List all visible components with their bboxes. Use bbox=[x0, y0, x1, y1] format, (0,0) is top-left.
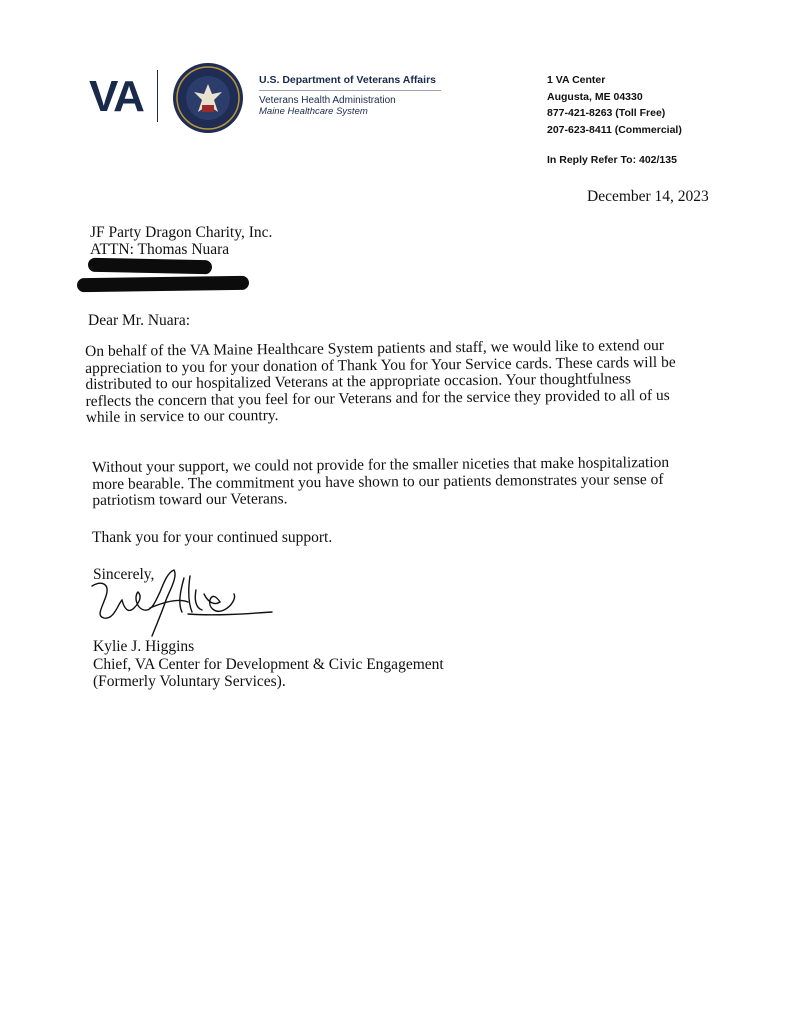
redacted-address-line bbox=[77, 276, 249, 292]
letterhead bbox=[0, 0, 797, 200]
paragraph-3: Thank you for your continued support. bbox=[92, 529, 333, 546]
recipient-line: ATTN: Thomas Nuara bbox=[90, 241, 230, 258]
paragraph-line: distributed to our hospitalized Veterans at the appropriate occasion. Your thoughtfulness bbox=[85, 370, 632, 393]
paragraph-1 bbox=[85, 338, 676, 427]
salutation: Dear Mr. Nuara: bbox=[88, 312, 190, 329]
address-line: Augusta, ME 04330 bbox=[547, 90, 643, 103]
va-seal-icon bbox=[172, 62, 244, 134]
redacted-address-line bbox=[88, 258, 212, 275]
logo-divider bbox=[157, 70, 158, 122]
paragraph-line: On behalf of the VA Maine Healthcare System patients and staff, we would like to extend our bbox=[84, 336, 665, 360]
department-name: U.S. Department of Veterans Affairs bbox=[259, 74, 441, 91]
paragraph-line: reflects the concern that you feel for our Veterans and for the service they provided to all of us bbox=[85, 386, 670, 410]
recipient-block bbox=[90, 224, 272, 258]
signer-note: (Formerly Voluntary Services). bbox=[93, 673, 286, 690]
recipient-line: JF Party Dragon Charity, Inc. bbox=[90, 224, 273, 241]
letter-date: December 14, 2023 bbox=[587, 188, 709, 205]
reply-reference: In Reply Refer To: 402/135 bbox=[547, 154, 677, 166]
signer-name: Kylie J. Higgins bbox=[93, 638, 195, 655]
department-block bbox=[259, 74, 441, 117]
address-line: 207-623-8411 (Commercial) bbox=[547, 123, 682, 136]
signer-title: Chief, VA Center for Development & Civic Engagement bbox=[93, 655, 444, 673]
address-block bbox=[547, 72, 682, 138]
system-name: Maine Healthcare System bbox=[259, 106, 368, 117]
administration-name: Veterans Health Administration bbox=[259, 95, 396, 106]
handwritten-signature bbox=[84, 556, 284, 646]
paragraph-line: appreciation to you for your donation of Thank You for Your Service cards. These cards will be bbox=[85, 353, 676, 377]
paragraph-line: patriotism toward our Veterans. bbox=[92, 490, 288, 509]
closing: Sincerely, bbox=[93, 566, 155, 583]
address-line: 1 VA Center bbox=[547, 74, 606, 86]
signer-block bbox=[93, 638, 444, 691]
paragraph-line: more bearable. The commitment you have shown to our patients demonstrates your sense of bbox=[92, 470, 664, 493]
paragraph-line: Without your support, we could not provide for the smaller niceties that make hospitalization bbox=[91, 453, 670, 476]
paragraph-2 bbox=[92, 455, 669, 510]
paragraph-line: while in service to our country. bbox=[85, 406, 279, 426]
va-logo: VA bbox=[89, 72, 143, 121]
address-line: 877-421-8263 (Toll Free) bbox=[547, 107, 666, 119]
